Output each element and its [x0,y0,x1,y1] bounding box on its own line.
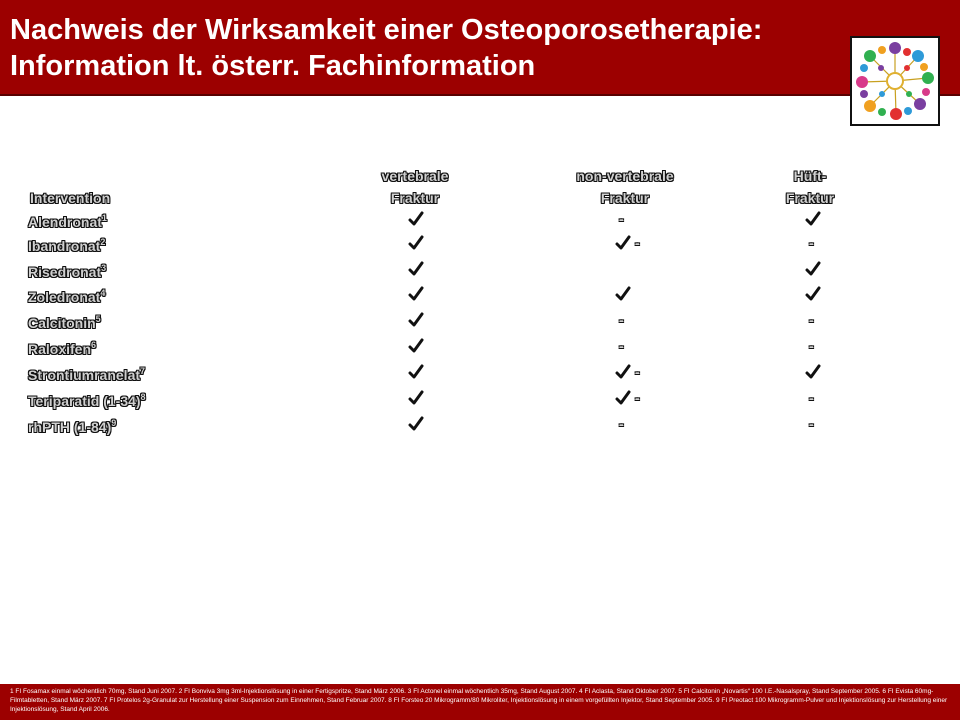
dash-mark: - [809,390,814,406]
cell-hip [805,312,845,330]
row-label-9 [28,419,116,435]
col-header-intervention: Intervention [30,190,111,206]
checkmark-icon [615,286,631,302]
drug-name: Strontiumranelat [28,367,141,383]
cell-nonvertebral [615,286,655,304]
row-label-1 [28,214,107,230]
cell-vertebral [408,235,448,253]
cell-vertebral [408,211,448,229]
cell-vertebral [408,364,448,382]
cell-hip [805,338,845,356]
footnote-ref: 9 [111,418,117,428]
col-header-hip-line1: Hüft- [793,168,827,184]
checkmark-icon [408,286,424,302]
title-line-1: Nachweis der Wirksamkeit einer Osteoporosetherapie: [10,14,763,46]
footer-bar [0,684,960,720]
footnote-ref: 6 [91,340,97,350]
cell-hip [805,390,845,408]
checkmark-icon [408,338,424,354]
row-label-2 [28,238,105,254]
dash-mark: - [635,235,640,251]
cell-nonvertebral [615,338,655,356]
dash-mark: - [619,211,624,227]
cell-nonvertebral [615,364,655,382]
checkmark-icon [408,235,424,251]
checkmark-icon [615,390,631,406]
dash-mark: - [635,390,640,406]
row-label-8 [28,393,146,409]
cell-nonvertebral [615,211,655,229]
col-header-hip-line2: Fraktur [785,190,835,206]
cell-nonvertebral [615,416,655,434]
dash-mark: - [635,364,640,380]
drug-name: rhPTH (1-84) [28,419,112,435]
footnote-ref: 4 [100,288,106,298]
cell-nonvertebral [615,312,655,330]
cell-vertebral [408,286,448,304]
drug-name: Zoledronat [28,289,101,305]
checkmark-icon [408,416,424,432]
col-header-nonvertebral-line2: Fraktur [600,190,650,206]
checkmark-icon [805,211,821,227]
footnote-ref: 5 [95,314,101,324]
checkmark-icon [615,235,631,251]
checkmark-icon [805,364,821,380]
dash-mark: - [619,338,624,354]
footnote-ref: 2 [100,237,106,247]
cell-vertebral [408,338,448,356]
checkmark-icon [408,261,424,277]
cell-hip [805,286,845,304]
cell-hip [805,364,845,382]
drug-name: Alendronat [28,214,102,230]
checkmark-icon [408,211,424,227]
col-header-vertebral-line2: Fraktur [390,190,440,206]
cell-nonvertebral [615,261,655,279]
checkmark-icon [408,312,424,328]
drug-name: Teriparatid (1-34) [28,393,141,409]
drug-name: Risedronat [28,264,102,280]
dash-mark: - [809,338,814,354]
cell-hip [805,211,845,229]
footnotes: 1 FI Fosamax einmal wöchentlich 70mg, Stand Juni 2007. 2 FI Bonviva 3mg 3ml-Injektionslösung in einer Fertigspritze, Stand März 2006. 3 FI Actonel einmal wöchentlich 35mg, Stand August 2007. 4 FI Aclasta, Stand Oktober 2007. 5 FI Calcitonin „Novartis“ 100 I.E.-Nasalspray, Stand September 2005. 6 FI Evista 60mg-Filmtabletten, Stand März 2007. 7 FI Protelos 2g-Granulat zur Herstellung einer Suspension zum Einnehmen, Stand Februar 2007. 8 FI Forsteo 20 Mikrogramm/80 Mikroliter, Injektionslösung in einem vorgefüllten Injektor, Stand September 2005. 9 FI Preotact 100 Mikrogramm-Pulver und Injektionslösung zur Herstellung einer Injektionslösung, Stand April 2006. [10,688,948,713]
col-header-vertebral-line1: vertebrale [381,168,449,184]
drug-name: Calcitonin [28,315,96,331]
footnote-ref: 7 [140,366,146,376]
dash-mark: - [809,235,814,251]
cell-vertebral [408,261,448,279]
footnote-ref: 1 [101,213,107,223]
title-line-2: Information lt. österr. Fachinformation [10,50,536,82]
checkmark-icon [408,390,424,406]
footnote-ref: 8 [140,392,146,402]
row-label-3 [28,264,106,280]
drug-name: Raloxifen [28,341,92,357]
dash-mark: - [619,416,624,432]
checkmark-icon [805,286,821,302]
row-label-6 [28,341,96,357]
checkmark-icon [805,261,821,277]
cell-nonvertebral [615,235,655,253]
checkmark-icon [615,364,631,380]
dash-mark: - [809,416,814,432]
row-label-5 [28,315,101,331]
footnote-ref: 3 [101,263,107,273]
cell-hip [805,261,845,279]
cell-nonvertebral [615,390,655,408]
dash-mark: - [809,312,814,328]
cell-hip [805,235,845,253]
row-label-7 [28,367,145,383]
cell-hip [805,416,845,434]
row-label-4 [28,289,105,305]
cell-vertebral [408,416,448,434]
col-header-nonvertebral-line1: non-vertebrale [576,168,674,184]
checkmark-icon [408,364,424,380]
cell-vertebral [408,390,448,408]
drug-name: Ibandronat [28,238,101,254]
dash-mark: - [619,312,624,328]
cell-vertebral [408,312,448,330]
